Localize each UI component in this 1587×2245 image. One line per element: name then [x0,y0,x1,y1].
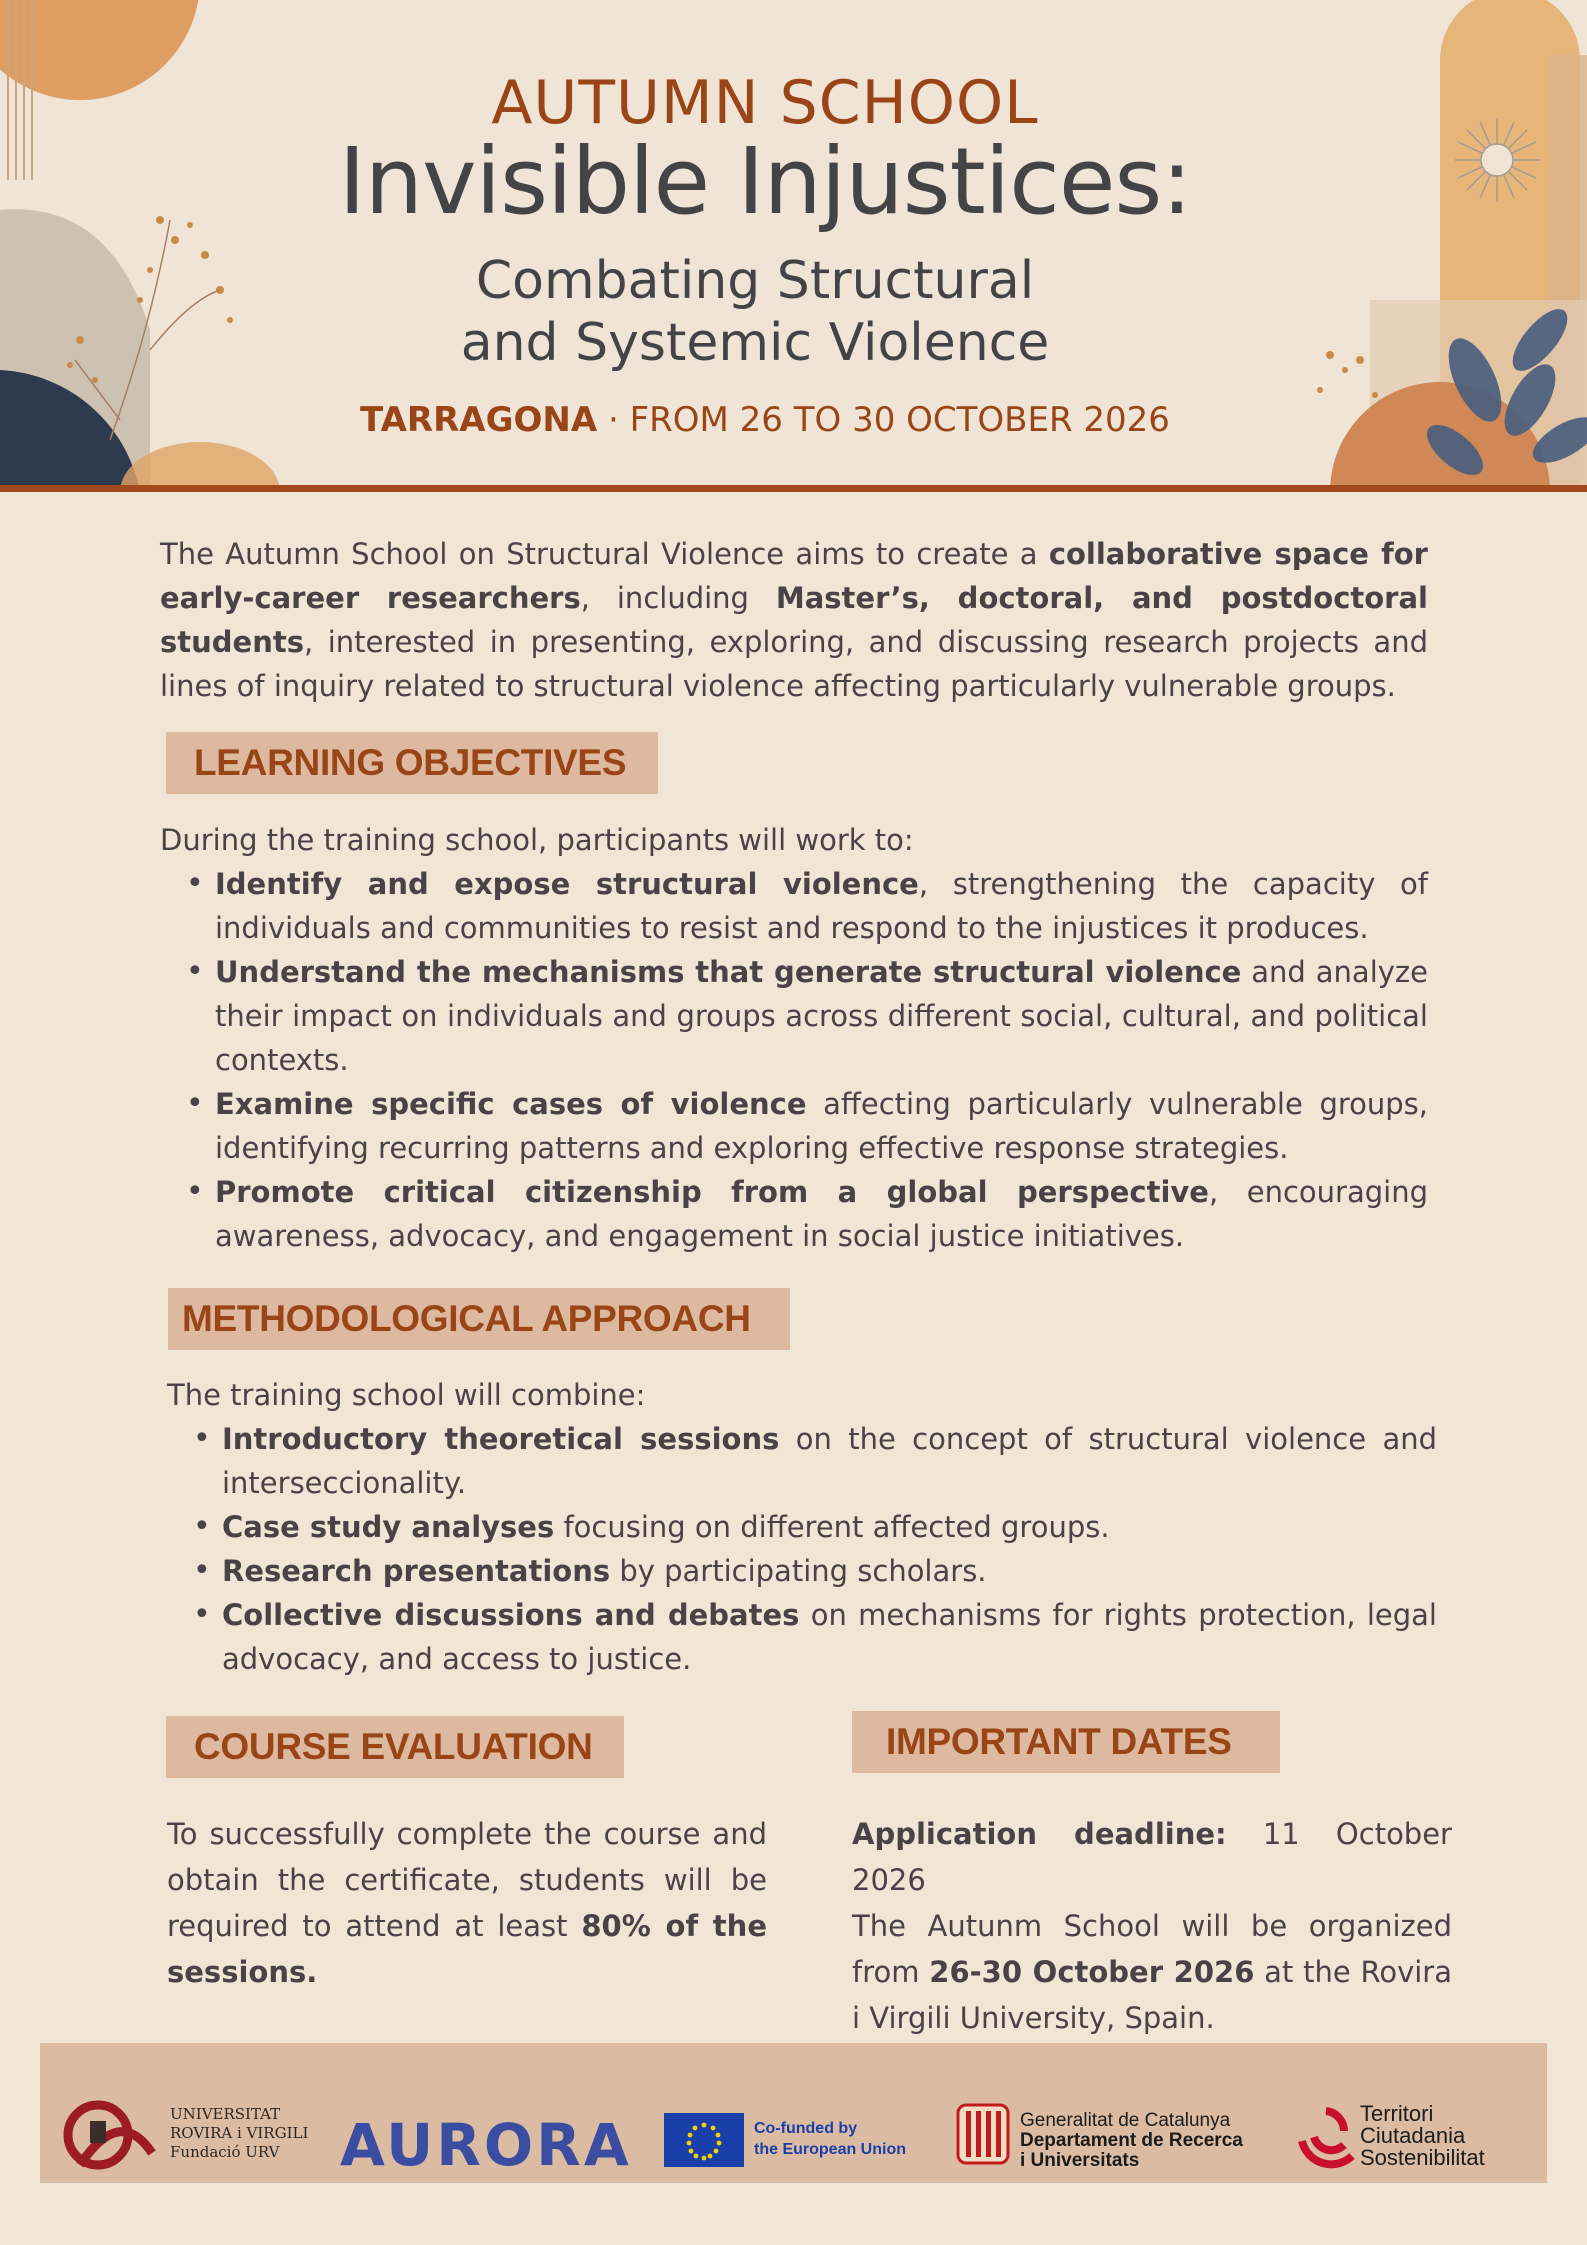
methodological-approach-heading: METHODOLOGICAL APPROACH [168,1288,790,1350]
header-banner [0,0,1587,492]
urv-logo-icon [60,2095,160,2175]
learning-objectives-list [160,862,1428,1258]
evaluation-text: To successfully complete the course and obtain the certificate, students will be required to attend at least [167,1817,767,1943]
urv-line-2: ROVIRA i VIRGILI [170,2124,309,2142]
item-text: , strengthening the capacity of individuals and communities to resist and respond to the injustices it produces. [215,867,1428,945]
list-item [167,1505,1437,1549]
location-dates [0,400,1530,440]
intro-bold-1: collaborative space for early-career researchers [160,537,1428,615]
subtitle-line-1: Combating Structural [475,251,1035,311]
item-bold: Examine specific cases of violence [215,1087,807,1121]
territori-line-3: Sostenibilitat [1360,2145,1485,2170]
list-item [160,950,1428,1082]
evaluation-bold: 80% of the sessions. [167,1909,767,1989]
territori-line-2: Ciutadania [1360,2123,1466,2148]
item-text: focusing on different affected groups. [554,1510,1110,1544]
list-item [167,1593,1437,1681]
eu-flag-icon [664,2113,744,2167]
list-item [160,862,1428,950]
location-city: TARRAGONA [360,400,598,440]
organization-info [852,1903,1452,2041]
intro-text-3: , interested in presenting, exploring, and discussing research projects and lines of inquiry related to structural violence affecting particularly vulnerable groups. [160,625,1428,703]
list-item [167,1417,1437,1505]
urv-name [170,2105,308,2162]
item-text: on the concept of structural violence and interseccionality. [222,1422,1438,1500]
learning-objectives-heading: LEARNING OBJECTIVES [166,732,658,794]
subtitle-line-2: and Systemic Violence [460,313,1050,373]
deadline-label: Application deadline: [852,1817,1227,1851]
item-text: on mechanisms for rights protection, legal advocacy, and access to justice. [222,1598,1437,1676]
eu-cofunded-label [754,2118,906,2160]
eu-line-2: the European Union [754,2141,906,2158]
eu-line-1: Co-funded by [754,2120,858,2137]
course-evaluation-text [167,1811,767,1995]
dates-text-1: The Autunm School will be organized from [852,1909,1452,1989]
generalitat-line-3: i Universitats [1020,2150,1140,2171]
sponsor-logos-footer [40,2043,1547,2183]
item-text: , encouraging awareness, advocacy, and engagement in social justice initiatives. [215,1175,1428,1253]
item-bold: Collective discussions and debates [222,1598,800,1632]
dates-text-2: at the Rovira i Virgili University, Spain. [852,1955,1452,2035]
subtitle [0,250,1510,374]
important-dates-text [852,1811,1452,2041]
list-item [167,1549,1437,1593]
method-list [167,1417,1437,1681]
intro-text-2: , including [580,581,776,615]
learning-lead: During the training school, participants will work to: [160,823,914,857]
important-dates-heading: IMPORTANT DATES [852,1711,1280,1773]
application-deadline [852,1811,1452,1903]
deadline-value: 11 October 2026 [852,1817,1452,1897]
generalitat-line-2: Departament de Recerca [1020,2130,1243,2151]
urv-line-3: Fundació URV [170,2143,280,2161]
intro-text-1: The Autumn School on Structural Violence aims to create a [160,537,1049,571]
item-text: and analyze their impact on individuals and groups across different social, cultural, and political contexts. [215,955,1428,1077]
main-title: Invisible Injustices: [338,128,1192,235]
generalitat-logo-icon [956,2103,1012,2167]
item-bold: Promote critical citizenship from a global perspective [215,1175,1209,1209]
generalitat-name [1020,2111,1243,2171]
location-date-range: · FROM 26 TO 30 OCTOBER 2026 [597,400,1170,440]
item-bold: Research presentations [222,1554,611,1588]
method-lead: The training school will combine: [167,1378,646,1412]
intro-bold-2: Master’s, doctoral, and postdoctoral students [160,581,1428,659]
item-bold: Introductory theoretical sessions [222,1422,780,1456]
course-evaluation-heading: COURSE EVALUATION [166,1716,624,1778]
list-item [160,1082,1428,1170]
item-bold: Understand the mechanisms that generate structural violence [215,955,1242,989]
urv-line-1: UNIVERSITAT [170,2105,281,2123]
item-bold: Identify and expose structural violence [215,867,919,901]
item-text: affecting particularly vulnerable groups, identifying recurring patterns and exploring effective response strategies. [215,1087,1428,1165]
aurora-logo: AURORA [340,2111,632,2179]
list-item [160,1170,1428,1258]
territori-logo-icon [1292,2101,1362,2171]
item-text: by participating scholars. [610,1554,987,1588]
kicker-title: AUTUMN SCHOOL [491,68,1039,138]
territori-line-1: Territori [1360,2101,1434,2126]
generalitat-line-1: Generalitat de Catalunya [1020,2110,1231,2131]
intro-paragraph [160,532,1428,708]
item-bold: Case study analyses [222,1510,555,1544]
dates-bold: 26-30 October 2026 [929,1955,1255,1989]
territori-name [1360,2103,1485,2169]
